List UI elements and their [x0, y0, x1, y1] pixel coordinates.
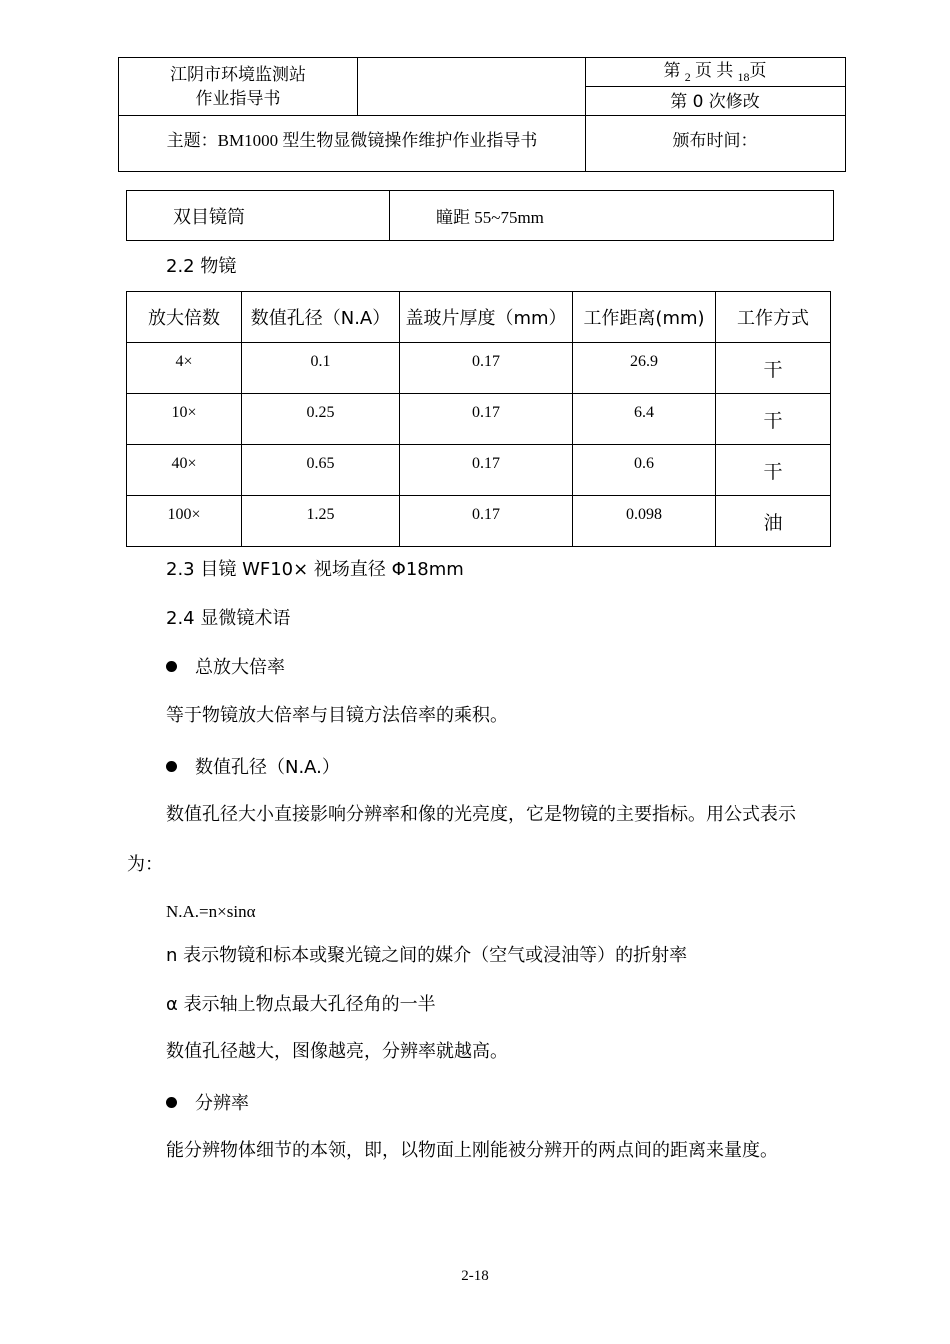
table-cell: 0.65	[242, 445, 400, 496]
header-cell: 工作距离(mm)	[573, 292, 716, 343]
page-suffix: 页	[749, 61, 767, 80]
paragraph: 数值孔径越大，图像越亮，分辨率就越高。	[166, 1041, 508, 1062]
header-cell: 放大倍数	[127, 292, 242, 343]
doc-type: 作业指导书	[195, 89, 281, 108]
bullet-text: 总放大倍率	[195, 657, 285, 678]
bullet-icon	[166, 1097, 177, 1108]
table-row	[127, 394, 831, 445]
table-row	[127, 445, 831, 496]
table-cell: 40×	[127, 445, 242, 496]
bullet-item	[166, 1092, 249, 1116]
header-cell: 数值孔径（N.A）	[242, 292, 400, 343]
bullet-text: 数值孔径（N.A.）	[195, 757, 340, 778]
table-cell: 干	[716, 343, 831, 394]
table-cell: 26.9	[573, 343, 716, 394]
header-divider	[357, 58, 358, 116]
page-footer: 2-18	[461, 1268, 489, 1284]
issue-date-label: 颁布时间：	[672, 131, 758, 150]
page-mid: 页 共	[695, 61, 734, 80]
tube-value: 瞳距 55~75mm	[390, 191, 834, 241]
table-cell: 1.25	[242, 496, 400, 547]
header-divider	[585, 86, 845, 87]
org-name: 江阴市环境监测站	[170, 65, 306, 84]
section-heading: 2.2 物镜	[166, 256, 237, 277]
header-cell: 盖玻片厚度（mm）	[400, 292, 573, 343]
bullet-item	[166, 756, 340, 780]
revision: 第 0 次修改	[670, 92, 760, 112]
tube-table	[126, 190, 834, 241]
paragraph: 数值孔径大小直接影响分辨率和像的光亮度，它是物镜的主要指标。用公式表示	[166, 804, 796, 825]
page-counter	[585, 60, 845, 83]
table-cell: 10×	[127, 394, 242, 445]
table-cell: 0.17	[400, 394, 573, 445]
table-cell: 0.17	[400, 343, 573, 394]
table-row	[127, 343, 831, 394]
table-header-row	[127, 292, 831, 343]
table-cell: 0.25	[242, 394, 400, 445]
objective-table	[126, 291, 831, 547]
paragraph: 为：	[127, 854, 163, 875]
section-heading: 2.4 显微镜术语	[166, 608, 291, 629]
table-cell: 6.4	[573, 394, 716, 445]
page-total: 18	[737, 70, 750, 84]
subject: 主题：BM1000 型生物显微镜操作维护作业指导书	[166, 131, 538, 150]
table-cell: 0.17	[400, 445, 573, 496]
page-prefix: 第	[663, 61, 681, 80]
table-cell: 0.1	[242, 343, 400, 394]
table-cell: 干	[716, 394, 831, 445]
table-cell: 100×	[127, 496, 242, 547]
table-cell: 干	[716, 445, 831, 496]
header-divider	[119, 115, 845, 116]
bullet-item	[166, 656, 285, 680]
table-cell: 油	[716, 496, 831, 547]
bullet-text: 分辨率	[195, 1093, 249, 1114]
table-cell: 0.17	[400, 496, 573, 547]
paragraph: 等于物镜放大倍率与目镜方法倍率的乘积。	[166, 705, 508, 726]
section-heading: 2.3 目镜 WF10× 视场直径 Φ18mm	[166, 559, 464, 580]
bullet-icon	[166, 761, 177, 772]
tube-label: 双目镜筒	[127, 191, 390, 241]
document-header	[118, 57, 846, 172]
paragraph: α 表示轴上物点最大孔径角的一半	[166, 994, 436, 1015]
formula: N.A.=n×sinα	[166, 902, 256, 921]
header-cell: 工作方式	[716, 292, 831, 343]
table-row	[127, 496, 831, 547]
paragraph: 能分辨物体细节的本领，即，以物面上刚能被分辨开的两点间的距离来量度。	[166, 1140, 778, 1161]
table-cell: 0.6	[573, 445, 716, 496]
paragraph: n 表示物镜和标本或聚光镜之间的媒介（空气或浸油等）的折射率	[166, 945, 688, 966]
table-cell: 4×	[127, 343, 242, 394]
page-current: 2	[684, 70, 691, 84]
table-cell: 0.098	[573, 496, 716, 547]
bullet-icon	[166, 661, 177, 672]
